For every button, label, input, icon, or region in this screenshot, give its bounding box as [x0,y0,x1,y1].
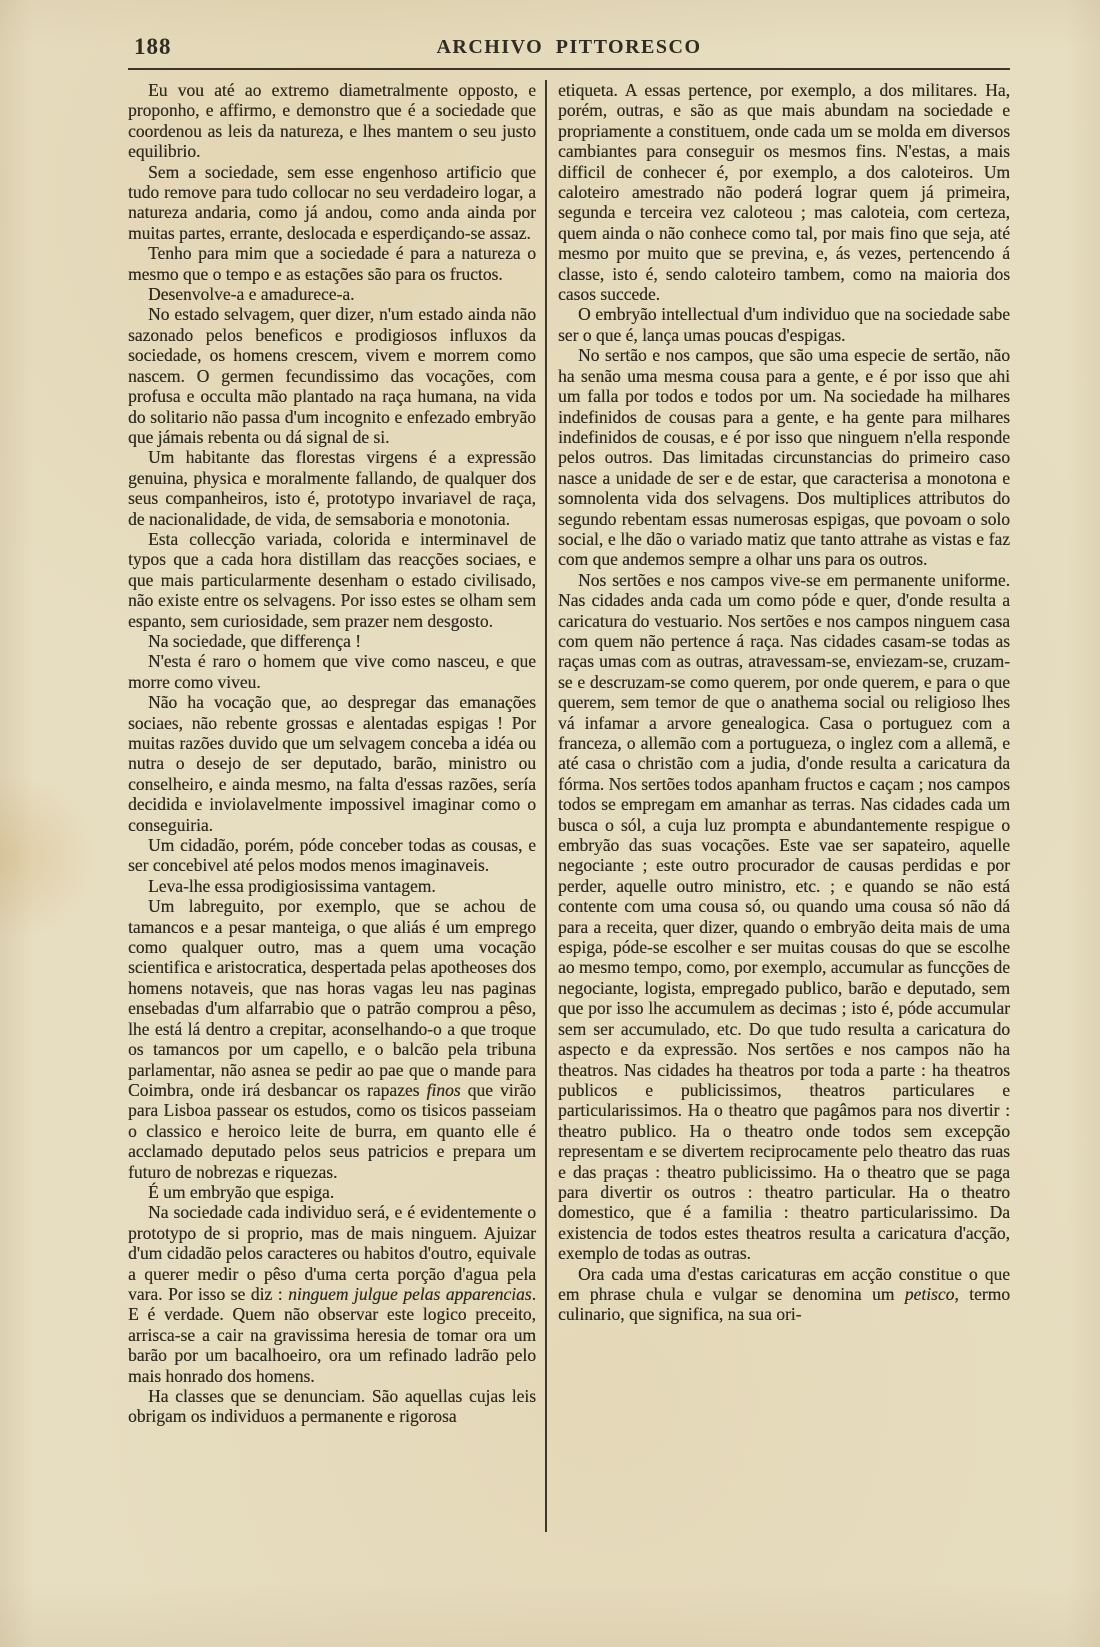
paragraph: No estado selvagem, quer dizer, n'um estado ainda não sazonado pelos beneficos e prodigiosos influxos da sociedade, os homens crescem, vivem e morrem como nascem. O germen fecundissimo das vocações, com profusa e occulta mão plantado na raça humana, na vida do solitario não passa d'um incognito e enfezado embryão que jámais rebenta ou dá signal de si. [128,304,536,447]
header-rule [128,68,1010,70]
paragraph: Leva-lhe essa prodigiosissima vantagem. [148,875,436,896]
column-right [558,80,1010,1325]
column-divider [545,80,547,1532]
column-left [128,80,536,1427]
text-columns [128,80,1010,1532]
paragraph: Um habitante das florestas virgens é a expressão genuina, physica e moralmente fallando, de qualquer dos seus companheiros, isto é, prototypo invariavel de raça, de nacionalidade, de vida, de semsaboria e monotonia. [128,447,536,529]
paragraph: Desenvolve-a e amadurece-a. [148,284,355,305]
paragraph: Ora cada uma d'estas caricaturas em acção constitue o que em phrase chula e vulgar se denomina um petisco, termo culinario, que significa, na sua ori- [558,1263,1010,1325]
paragraph: Um labreguito, por exemplo, que se achou de tamancos e a pesar manteiga, o que aliás é um emprego como qualquer outro, mas a quem uma vocação scientifica e aristocratica, despertada pelas apotheoses dos homens notaveis, que nas horas vagas leu nas paginas ensebadas d'um alfarrabio que o patrão comprou a pêso, lhe está lá dentro a crepitar, aconselhando-o a que troque os tamancos por um capello, e o balcão pela tribuna parlamentar, não asnea se pedir ao pae que o mande para Coimbra, onde irá desbancar os rapazes finos que virão para Lisboa passear os estudos, como os tisicos passeiam o classico e heroico leite de burra, em quanto elle é acclamado deputado pelos seus patricios e prepara um futuro de nobrezas e riquezas. [128,896,536,1182]
paragraph: Ha classes que se denunciam. São aquellas cujas leis obrigam os individuos a permanente e rigorosa [128,1386,536,1427]
paragraph: Na sociedade cada individuo será, e é evidentemente o prototypo de si proprio, mas de mais ninguem. Ajuizar d'um cidadão pelos caracteres ou habitos d'outro, equivale a querer medir o pêso d'uma certa porção d'agua pela vara. Por isso se diz : ninguem julgue pelas apparencias. E é verdade. Quem não observar este logico preceito, arrisca-se a cair na gravissima heresia de tomar ora um barão por um bacalhoeiro, ora um refinado ladrão pelo mais honrado dos homens. [128,1202,536,1386]
paragraph: É um embryão que espiga. [148,1181,335,1202]
paragraph: Um cidadão, porém, póde conceber todas as cousas, e ser concebivel até pelos modos menos imaginaveis. [128,835,536,876]
paragraph: No sertão e nos campos, que são uma especie de sertão, não ha senão uma mesma cousa para a gente, e é por isso que ahi um falla por todos e todos por um. Na sociedade ha milhares indefinidos de cousas para a gente, e ha gente para milhares indefinidos de cousas, e é por isso que ninguem n'ella responde pelos outros. Das limitadas circunstancias do primeiro caso nasce a unidade de ser e de estar, que caracterisa a monotona e somnolenta vida dos selvagens. Dos multiplices attributos do segundo rebentam essas numerosas espigas, que povoam o solo social, e lhe dão o variado matiz que tanto attrahe as vistas e faz com que andemos sempre a olhar uns para os outros. [558,345,1010,570]
paragraph: etiqueta. A essas pertence, por exemplo, a dos militares. Ha, porém, outras, e são as que mais abundam na sociedade e propriamente a constituem, onde cada um se molda em diversos cambiantes para conseguir os mesmos fins. N'estas, a mais difficil de conhecer é, por exemplo, a dos caloteiros. Um caloteiro amestrado não poderá lograr quem já primeira, segunda e terceira vez caloteou ; mas caloteia, com certeza, quem ainda o não conhece como tal, por mais fino que seja, até mesmo por muito que se previna, e, ás vezes, pertencendo á classe, isto é, sendo caloteiro tambem, como na maioria dos casos succede. [558,80,1010,305]
paragraph: Não ha vocação que, ao despregar das emanações sociaes, não rebente grossas e alentadas espigas ! Por muitas razões duvido que um selvagem conceba a idéa ou nutra o desejo de ser deputado, barão, ministro ou conselheiro, e ainda mesmo, na falta d'essas razões, sería decidida e inviolavelmente impossivel imaginar como o conseguiria. [128,692,536,835]
page-title: ARCHIVO PITTORESCO [436,36,702,58]
paragraph: Tenho para mim que a sociedade é para a natureza o mesmo que o tempo e as estações são para os fructos. [128,243,536,284]
paragraph: N'esta é raro o homem que vive como nasceu, e que morre como viveu. [128,651,536,692]
page-header [128,34,1010,66]
page-number: 188 [134,34,172,59]
paragraph: Eu vou até ao extremo diametralmente opposto, e proponho, e affirmo, e demonstro que é a sociedade que coordenou as leis da natureza, e lhes mantem o seu justo equilibrio. [128,80,536,162]
paragraph: Esta collecção variada, colorida e interminavel de typos que a cada hora distillam das reacções sociaes, e que mais particularmente desenham o estado civilisado, não existe entre os selvagens. Por isso estes se olham sem espanto, sem curiosidade, sem prazer nem desgosto. [128,528,536,631]
paragraph: Na sociedade, que differença ! [148,630,361,651]
paragraph: Sem a sociedade, sem esse engenhoso artificio que tudo remove para tudo collocar no seu verdadeiro logar, a natureza andaria, como já andou, como anda ainda por muitas partes, errante, deslocada e esperdiçando-se assaz. [128,161,536,243]
paragraph: Nos sertões e nos campos vive-se em permanente uniforme. Nas cidades anda cada um como póde e quer, d'onde resulta a caricatura do vestuario. Nos sertões e nos campos ninguem casa com quem não pertence á raça. Nas cidades casam-se todas as raças umas com as outras, atravessam-se, enviezam-se, cruzam-se e descruzam-se como querem, por onde querem, e para o que querem, sem temor de que o anathema social ou religioso lhes vá infamar a arvore genealogica. Casa o portuguez com a franceza, o allemão com a portugueza, o inglez com a allemã, e até casa o christão com a judia, d'onde resulta a caricatura da fórma. Nos sertões todos apanham fructos e caçam ; nos campos todos se empregam em amanhar as terras. Nas cidades cada um busca o sól, a cuja luz prompta e abundantemente respigue o embryão das suas vocações. Este vae ser sapateiro, aquelle negociante ; este outro procurador de causas perdidas e por perder, aquelle outro ministro, etc. ; e quando se não está contente com uma cousa só, ou quando uma cousa só não dá para a receita, quer dizer, quando o embryão deita mais de uma espiga, póde-se escolher e ser muitas cousas do que se escolhe ao mesmo tempo, como, por exemplo, accumular as funcções de negociante, logista, empregado publico, barão e deputado, sem que por isso lhe accumulem as decimas ; isto é, póde accumular sem ser accumulado, etc. Do que tudo resulta a caricatura do aspecto e da expressão. Nos sertões e nos campos não ha theatros. Nas cidades ha theatros por toda a parte : ha theatros publicos e publicissimos, theatros particulares e particularissimos. Ha o theatro que pagâmos para nos divertir : theatro publico. Ha o theatro onde todos sem excepção representam e se divertem reciprocamente pelo theatro das ruas e das praças : theatro publicissimo. Ha o theatro que se paga para divertir os outros : theatro particular. Ha o theatro domestico, que é a familia : theatro particularissimo. Da existencia de todos estes theatros resulta a caricatura d'acção, exemplo de todas as outras. [558,569,1010,1264]
paragraph: O embryão intellectual d'um individuo que na sociedade sabe ser o que é, lança umas poucas d'espigas. [558,304,1010,345]
